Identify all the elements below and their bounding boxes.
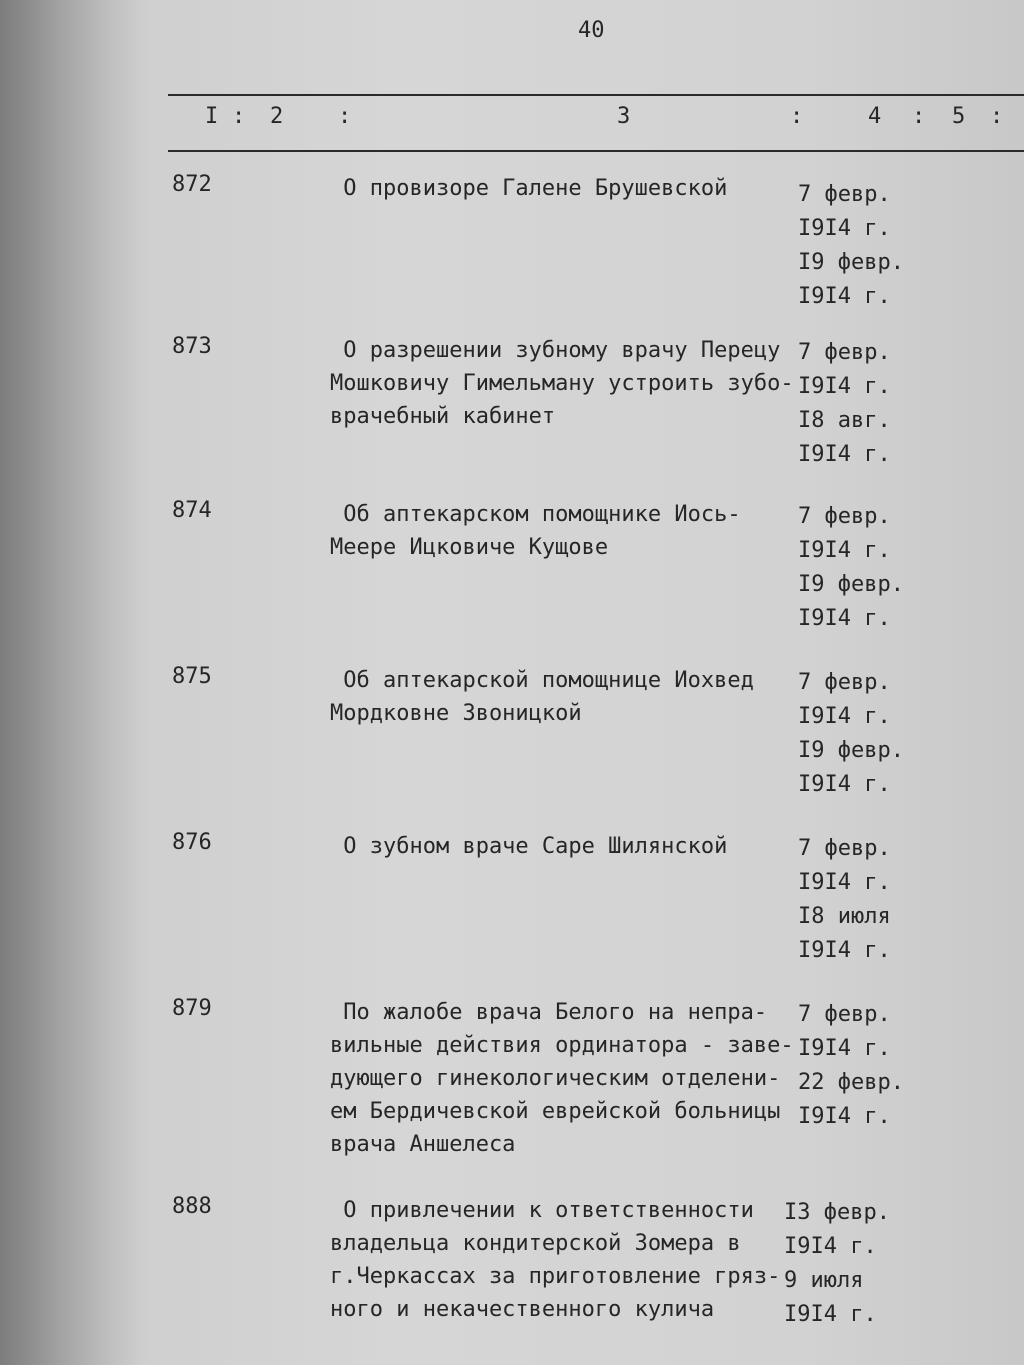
entry-dates [798,336,928,472]
entry-dates [798,998,928,1134]
title-line: владельца кондитерской Зомера в [330,1231,741,1256]
entry-dates [798,500,928,636]
header-col-4: 4 [868,104,882,129]
entry-dates [798,832,928,968]
entry-number: 873 [172,334,212,359]
entry-number: 879 [172,996,212,1021]
date-line: I9I4 г. [798,284,891,309]
binding-shadow [0,0,150,1365]
title-line: вильные действия ординатора - заве- [330,1033,794,1058]
date-line: I9 февр. [798,250,904,275]
date-line: I9 февр. [798,738,904,763]
date-line: I9I4 г. [798,704,891,729]
header-sep: : [232,104,246,129]
date-line: I9I4 г. [798,374,891,399]
date-line: 7 февр. [798,1002,891,1027]
header-sep: : [338,104,352,129]
entry-number: 874 [172,498,212,523]
header-col-5: 5 [952,104,966,129]
date-line: I9I4 г. [798,216,891,241]
entry-title [330,1194,800,1326]
date-line: 9 июля [784,1268,864,1293]
entry-number: 876 [172,830,212,855]
entry-dates [784,1196,914,1332]
date-line: I9I4 г. [798,538,891,563]
title-line: г.Черкассах за приготовление гряз- [330,1264,781,1289]
date-line: I8 авг. [798,408,891,433]
date-line: I9I4 г. [784,1234,877,1259]
title-line: ем Бердичевской еврейской больницы [330,1099,781,1124]
date-line: 7 февр. [798,504,891,529]
title-line: Мошковичу Гимельману устроить зубо- [330,371,794,396]
title-line: врачебный кабинет [330,404,556,429]
title-line: О разрешении зубному врачу Перецу [330,338,781,363]
page-number: 40 [578,18,605,43]
title-line: Об аптекарском помощнике Иось- [330,502,741,527]
entry-dates [798,666,928,802]
entry-number: 872 [172,172,212,197]
date-line: 7 февр. [798,340,891,365]
entry-number: 875 [172,664,212,689]
date-line: 7 февр. [798,182,891,207]
date-line: I9I4 г. [784,1302,877,1327]
header-col-3: 3 [617,104,631,129]
entry-title [330,172,800,205]
title-line: По жалобе врача Белого на непра- [330,1000,768,1025]
header-col-1: I [205,104,219,129]
title-line: врача Аншелеса [330,1132,516,1157]
date-line: I9 февр. [798,572,904,597]
title-line: О привлечении к ответственности [330,1198,754,1223]
entry-number: 888 [172,1194,212,1219]
date-line: I9I4 г. [798,1036,891,1061]
header-top-rule [168,94,1024,96]
header-col-2: 2 [270,104,284,129]
title-line: О провизоре Галене Брушевской [330,176,728,201]
date-line: I9I4 г. [798,442,891,467]
header-sep: : [912,104,926,129]
header-sep: : [990,104,1004,129]
entry-title [330,996,800,1161]
date-line: 7 февр. [798,670,891,695]
date-line: 22 февр. [798,1070,904,1095]
date-line: I9I4 г. [798,938,891,963]
title-line: Меере Ицковиче Кущове [330,535,609,560]
title-line: Мордковне Звоницкой [330,701,582,726]
title-line: ного и некачественного кулича [330,1297,715,1322]
entry-title [330,334,800,433]
title-line: дующего гинекологическим отделени- [330,1066,781,1091]
date-line: I9I4 г. [798,606,891,631]
title-line: Об аптекарской помощнице Иохвед [330,668,754,693]
title-line: О зубном враче Саре Шилянской [330,834,728,859]
date-line: I8 июля [798,904,891,929]
date-line: 7 февр. [798,836,891,861]
entry-dates [798,178,928,314]
date-line: I9I4 г. [798,870,891,895]
date-line: I3 февр. [784,1200,890,1225]
entry-title [330,498,800,564]
entry-title [330,664,800,730]
date-line: I9I4 г. [798,772,891,797]
date-line: I9I4 г. [798,1104,891,1129]
entry-title [330,830,800,863]
header-sep: : [790,104,804,129]
header-bottom-rule [168,150,1024,152]
